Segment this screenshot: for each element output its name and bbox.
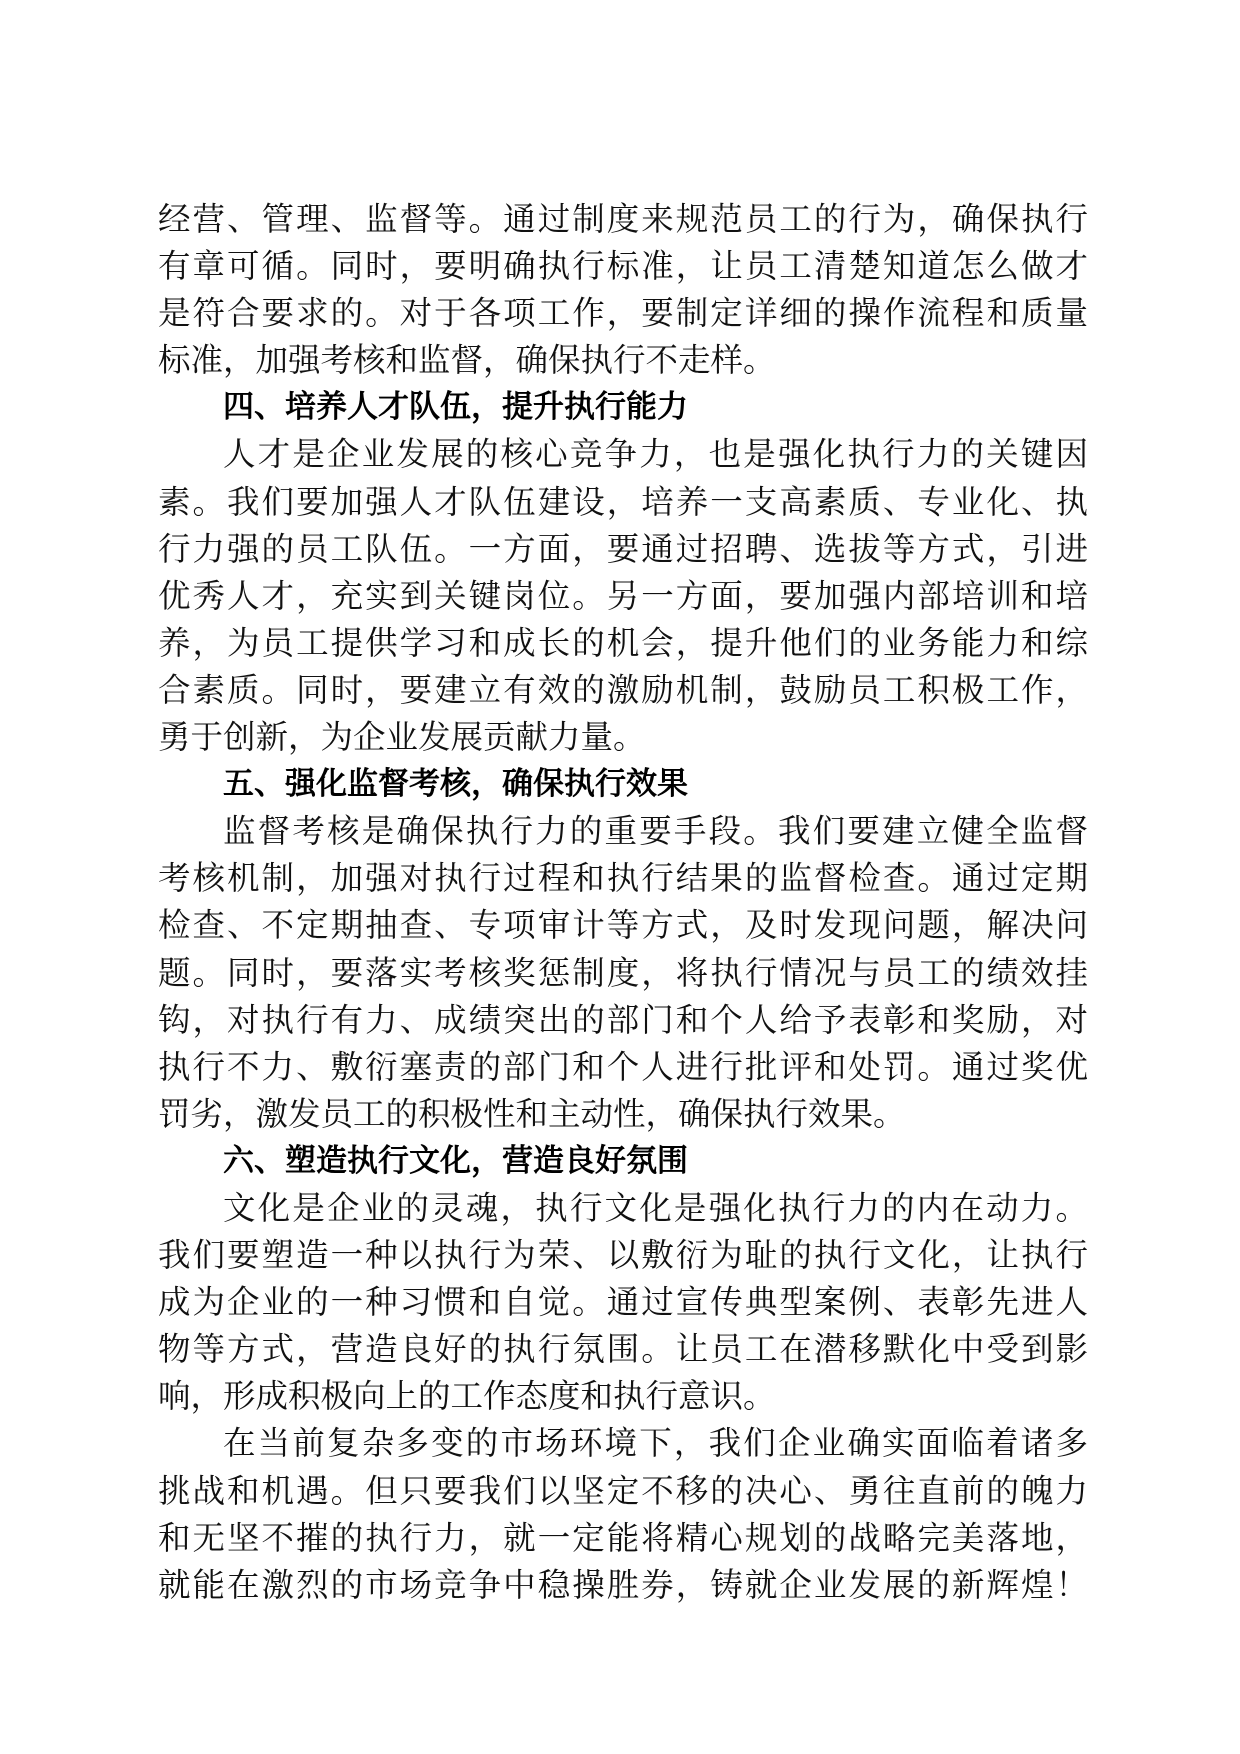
body-line: 勇于创新，为企业发展贡献力量。 xyxy=(158,718,646,757)
body-line: 文化是企业的灵魂，执行文化是强化执行力的内在动力。 xyxy=(223,1188,1088,1227)
body-line: 我们要塑造一种以执行为荣、以敷衍为耻的执行文化，让执行 xyxy=(158,1236,1088,1275)
document-body xyxy=(158,196,1088,1609)
body-line: 素。我们要加强人才队伍建设，培养一支高素质、专业化、执 xyxy=(158,482,1088,521)
body-line: 有章可循。同时，要明确执行标准，让员工清楚知道怎么做才 xyxy=(158,247,1088,286)
body-line: 行力强的员工队伍。一方面，要通过招聘、选拔等方式，引进 xyxy=(158,529,1088,568)
body-line: 检查、不定期抽查、专项审计等方式，及时发现问题，解决问 xyxy=(158,906,1088,945)
body-line: 执行不力、敷衍塞责的部门和个人进行批评和处罚。通过奖优 xyxy=(158,1047,1088,1086)
section-heading-6: 六、塑造执行文化，营造良好氛围 xyxy=(223,1142,688,1179)
body-line: 就能在激烈的市场竞争中稳操胜券，铸就企业发展的新辉煌！ xyxy=(158,1565,1088,1604)
body-line: 是符合要求的。对于各项工作，要制定详细的操作流程和质量 xyxy=(158,294,1088,333)
body-line: 响，形成积极向上的工作态度和执行意识。 xyxy=(158,1377,776,1416)
body-line: 监督考核是确保执行力的重要手段。我们要建立健全监督 xyxy=(223,812,1088,851)
section-heading-5: 五、强化监督考核，确保执行效果 xyxy=(223,766,688,803)
body-line: 和无坚不摧的执行力，就一定能将精心规划的战略完美落地， xyxy=(158,1518,1088,1557)
body-line: 挑战和机遇。但只要我们以坚定不移的决心、勇往直前的魄力 xyxy=(158,1471,1088,1510)
body-line: 罚劣，激发员工的积极性和主动性，确保执行效果。 xyxy=(158,1094,906,1133)
body-line: 钩，对执行有力、成绩突出的部门和个人给予表彰和奖励，对 xyxy=(158,1000,1088,1039)
body-line: 标准，加强考核和监督，确保执行不走样。 xyxy=(158,341,776,380)
body-line: 经营、管理、监督等。通过制度来规范员工的行为，确保执行 xyxy=(158,200,1088,238)
body-line: 合素质。同时，要建立有效的激励机制，鼓励员工积极工作， xyxy=(158,670,1088,709)
body-line: 优秀人才，充实到关键岗位。另一方面，要加强内部培训和培 xyxy=(158,576,1088,615)
body-line: 考核机制，加强对执行过程和执行结果的监督检查。通过定期 xyxy=(158,859,1088,898)
section-heading-4: 四、培养人才队伍，提升执行能力 xyxy=(223,389,688,426)
body-line: 成为企业的一种习惯和自觉。通过宣传典型案例、表彰先进人 xyxy=(158,1283,1088,1322)
body-line: 物等方式，营造良好的执行氛围。让员工在潜移默化中受到影 xyxy=(158,1330,1088,1369)
body-line: 人才是企业发展的核心竞争力，也是强化执行力的关键因 xyxy=(223,435,1088,474)
body-line: 题。同时，要落实考核奖惩制度，将执行情况与员工的绩效挂 xyxy=(158,953,1088,992)
body-line: 在当前复杂多变的市场环境下，我们企业确实面临着诸多 xyxy=(223,1424,1088,1463)
body-line: 养，为员工提供学习和成长的机会，提升他们的业务能力和综 xyxy=(158,623,1088,662)
